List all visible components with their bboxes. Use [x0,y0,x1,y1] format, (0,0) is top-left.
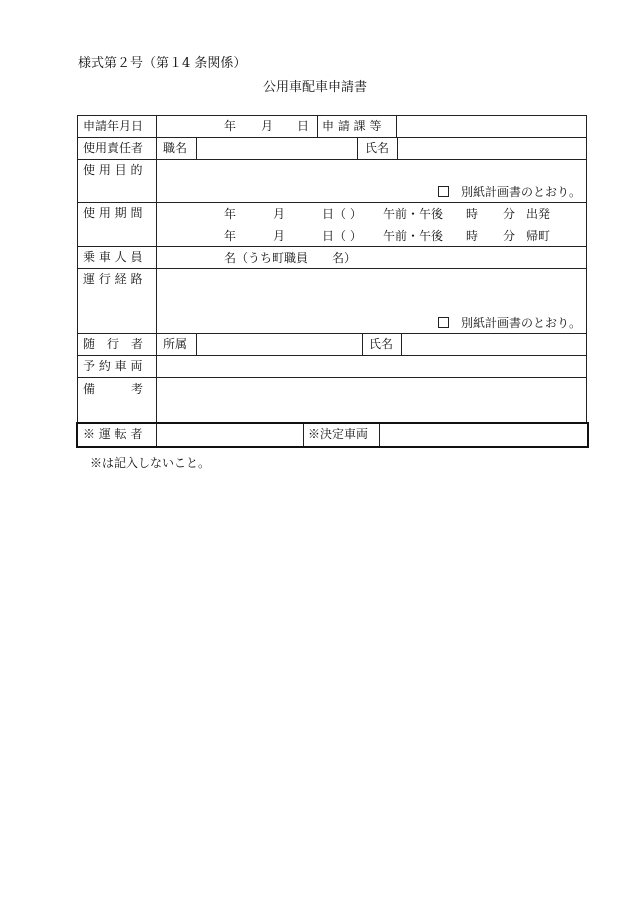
depart-action: 出発 [526,207,551,221]
label-passengers: 乗 車 人 員 [83,250,143,264]
label-companion-name: 氏名 [369,337,394,351]
checkbox-icon[interactable] [438,186,449,197]
label-application-date: 申請年月日 [83,119,144,133]
depart-hour: 時 [466,207,479,221]
return-action: 帰町 [526,229,551,243]
companion-affiliation-field[interactable] [197,334,362,355]
depart-ampm: 午前・午後 [383,207,444,221]
requesting-dept-field[interactable] [397,116,586,137]
label-post: 職名 [163,141,188,155]
label-requesting-dept: 申 請 課 等 [322,119,382,133]
depart-month: 月 [273,207,286,221]
label-decided-vehicle: ※決定車両 [308,427,369,441]
route-attachment-option[interactable] [438,317,581,329]
label-driver: ※ 運 転 者 [83,427,143,441]
purpose-attachment-text: 別紙計画書のとおり。 [461,185,582,199]
checkbox-icon[interactable] [438,317,449,328]
remarks-field[interactable] [157,378,586,422]
form-number: 様式第２号（第１4 条関係） [78,56,247,71]
return-day: 日（ ） [322,229,362,243]
responsible-name-field[interactable] [398,138,586,159]
return-minute: 分 [503,229,516,243]
label-reserved-vehicle: 予 約 車 両 [83,359,143,373]
label-companion: 随 行 者 [83,337,144,351]
purpose-field[interactable] [157,160,586,182]
label-remarks: 備 考 [83,382,144,396]
usage-period-field[interactable] [157,203,217,246]
return-ampm: 午前・午後 [383,229,444,243]
return-hour: 時 [466,229,479,243]
date-year-label: 年 [224,119,237,133]
depart-day: 日（ ） [322,207,362,221]
date-day-label: 日 [297,119,310,133]
return-month: 月 [273,229,286,243]
application-date-field[interactable] [157,116,317,137]
footnote: ※は記入しないこと。 [90,456,211,470]
responsible-post-field[interactable] [197,138,357,159]
reserved-vehicle-field[interactable] [157,356,586,377]
passengers-count-text: 名（うち町職員 名） [224,251,357,265]
depart-year: 年 [224,207,237,221]
route-attachment-text: 別紙計画書のとおり。 [461,316,582,330]
label-usage-period: 使 用 期 間 [83,206,143,220]
label-purpose: 使 用 目 的 [83,163,143,177]
depart-minute: 分 [503,207,516,221]
label-affiliation: 所属 [163,337,188,351]
label-route: 運 行 経 路 [83,272,143,286]
purpose-attachment-option[interactable] [438,186,581,198]
passengers-field[interactable] [157,247,219,268]
route-field[interactable] [157,269,586,313]
companion-name-field[interactable] [402,334,586,355]
label-name: 氏名 [365,141,390,155]
return-year: 年 [224,229,237,243]
label-responsible-person: 使用責任者 [83,141,144,155]
date-month-label: 月 [261,119,274,133]
form-title: 公用車配車申請書 [262,80,367,95]
